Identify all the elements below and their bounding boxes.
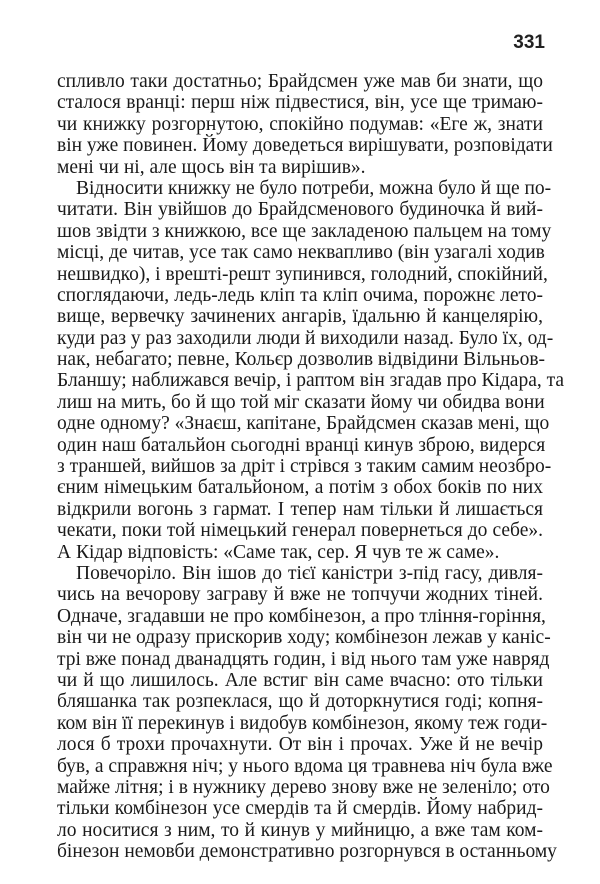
text-line: він уже повинен. Йому доведеться вирішувати, розповідати (57, 135, 553, 157)
text-line: куди раз у раз заходили люди й виходили назад. Було їх, од- (57, 327, 554, 349)
text-line: Бланшу; наближався вечір, і раптом він згадав про Кідара, та (57, 370, 565, 392)
text-line: відкрили вогонь з гармат. І тепер нам тільки й лишається (57, 498, 543, 520)
text-line: сталося вранці: перш ніж підвестися, він, усе ще тримаю- (57, 92, 543, 114)
text-line: мені чи ні, але щось він та вирішив». (57, 156, 366, 178)
text-line: чи й що лишилось. Але встиг він саме вчасно: ото тільки (57, 669, 543, 691)
text-line: трі вже понад дванадцять годин, і від нього там уже навряд (57, 648, 550, 670)
text-line: єним німецьким батальйоном, а потім з обох боків по них (57, 477, 543, 499)
text-line: один наш батальйон сьогодні вранці кинув зброю, видерся (57, 434, 546, 456)
text-line: читати. Він увійшов до Брайдсменового будиночка й вий- (57, 199, 543, 221)
text-line: лося б трохи прочахнути. От він і прочах. Уже й не вечір (57, 734, 543, 756)
text-line: чись на вечорову заграву й вже не топчучи жодних тіней. (57, 584, 543, 606)
text-line: він чи не одразу прискорив ходу; комбінезон лежав у каніс- (57, 627, 551, 649)
text-line: був, а справжня ніч; у нього вдома ця травнева ніч була вже (57, 755, 553, 777)
text-line: лиш на мить, бо й що той міг сказати йому чи обидва вони (57, 391, 545, 413)
text-line: ком він її перекинув і видобув комбінезон, якому теж годи- (57, 712, 548, 734)
text-line: місці, де читав, усе так само неквапливо (він узагалі ходив (57, 242, 545, 264)
text-line: бінезон немовби демонстративно розгорнувся в останньому (57, 841, 557, 863)
text-line: спливло таки достатньо; Брайдсмен уже мав би знати, що (57, 71, 543, 92)
text-line: нак, небагато; певне, Кольєр дозволив відвідини Вільньов- (57, 349, 546, 371)
text-line: з траншей, вийшов за дріт і стрівся з таким самим неозбро- (57, 456, 552, 478)
text-line: вище, вервечку зачинених ангарів, їдальню й канцелярію, (57, 306, 543, 328)
text-line: чи книжку розгорнутою, спокійно подумав: «Еге ж, знати (57, 113, 543, 135)
text-line: А Кідар відповість: «Саме так, сер. Я чув те ж саме». (57, 541, 500, 563)
text-line: нешвидко), і врешті-решт зупинився, голодний, спокійний, (57, 263, 548, 285)
text-line: Одначе, згадавши не про комбінезон, а про тління-горіння, (57, 605, 546, 627)
page-number: 331 (513, 32, 545, 53)
text-line: одне одному? «Знаєш, капітане, Брайдсмен сказав мені, що (57, 413, 550, 435)
text-line: Повечоріло. Він ішов до тієї каністри з-під гасу, дивля- (76, 562, 543, 584)
text-line: Відносити книжку не було потреби, можна було й ще по- (76, 177, 552, 199)
text-line: майже літня; і в нужнику дерево знову вже не зеленіло; ото (57, 776, 550, 798)
page-body-text (57, 71, 565, 863)
text-line: шов звідти з книжкою, все ще закладеною пальцем на тому (57, 220, 552, 242)
text-line: тільки комбінезон усе смердів та й смердів. Йому набрид- (57, 798, 543, 820)
text-line: бляшанка так розпеклася, що й доторкнутися годі; копня- (57, 691, 543, 713)
text-line: ло носитися з ним, то й кинув у мийницю, а вже там ком- (57, 819, 543, 841)
text-line: споглядаючи, ледь-ледь кліп та кліп очима, порожнє лето- (57, 284, 543, 306)
text-line: чекати, поки той німецький генерал повернеться до себе». (57, 520, 543, 542)
